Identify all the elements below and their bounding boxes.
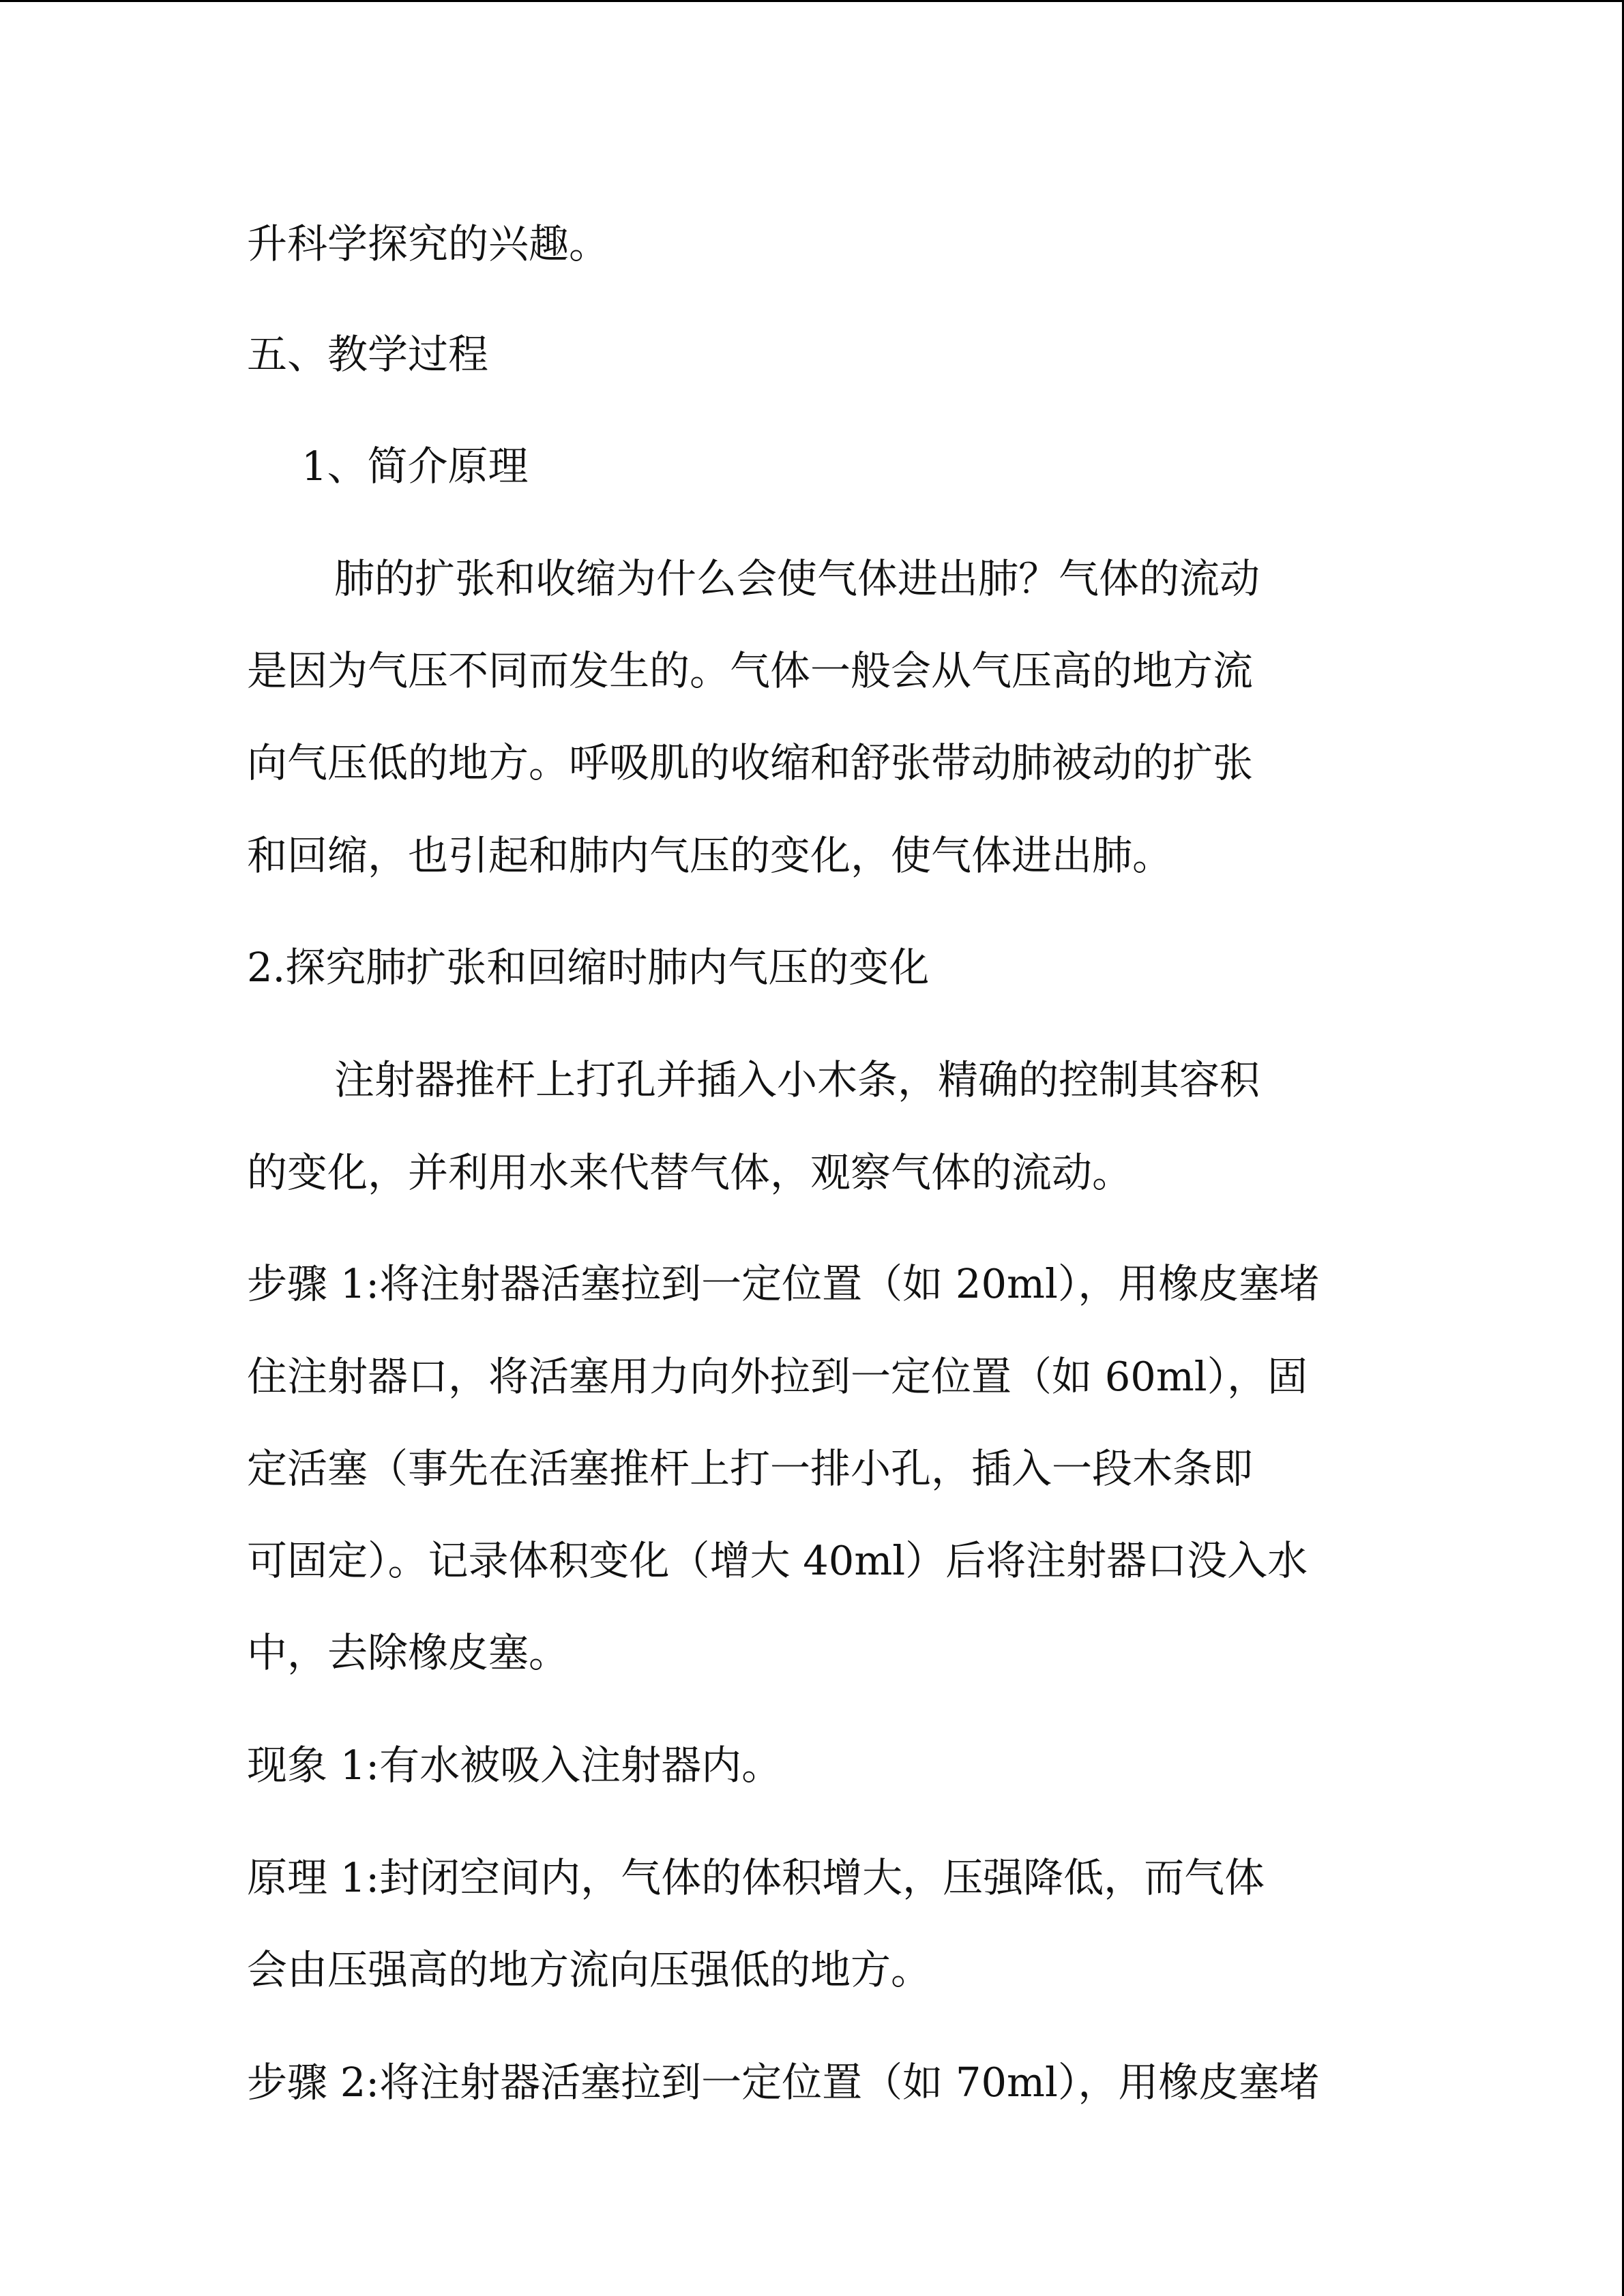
text-line: 是因为气压不同而发生的。气体一般会从气压高的地方流: [247, 647, 1254, 694]
text-line: 住注射器口，将活塞用力向外拉到一定位置（如 60ml），固: [247, 1353, 1308, 1400]
text-line: 步骤 2:将注射器活塞拉到一定位置（如 70ml），用橡皮塞堵: [247, 2059, 1320, 2106]
text-line: 现象 1:有水被吸入注射器内。: [247, 1742, 782, 1789]
section-heading: 五、教学过程: [247, 331, 489, 378]
text-line: 中，去除橡皮塞。: [247, 1629, 570, 1676]
text-line: 肺的扩张和收缩为什么会使气体进出肺？气体的流动: [334, 555, 1260, 602]
text-line: 注射器推杆上打孔并插入小木条，精确的控制其容积: [334, 1056, 1260, 1103]
text-line: 的变化，并利用水来代替气体，观察气体的流动。: [247, 1149, 1133, 1196]
text-line: 和回缩，也引起和肺内气压的变化，使气体进出肺。: [247, 832, 1173, 879]
text-line: 可固定）。记录体积变化（增大 40ml）后将注射器口没入水: [247, 1537, 1308, 1584]
text-line: 步骤 1:将注射器活塞拉到一定位置（如 20ml），用橡皮塞堵: [247, 1260, 1320, 1307]
text-line: 定活塞（事先在活塞推杆上打一排小孔，插入一段木条即: [247, 1445, 1254, 1492]
text-line: 向气压低的地方。呼吸肌的收缩和舒张带动肺被动的扩张: [247, 739, 1254, 786]
text-line: 升科学探究的兴趣。: [247, 220, 610, 267]
subsection-heading: 1、简介原理: [301, 443, 529, 490]
text-line: 会由压强高的地方流向压强低的地方。: [247, 1946, 932, 1993]
text-line: 原理 1:封闭空间内，气体的体积增大，压强降低，而气体: [247, 1854, 1265, 1901]
subsection-heading: 2.探究肺扩张和回缩时肺内气压的变化: [247, 944, 930, 991]
